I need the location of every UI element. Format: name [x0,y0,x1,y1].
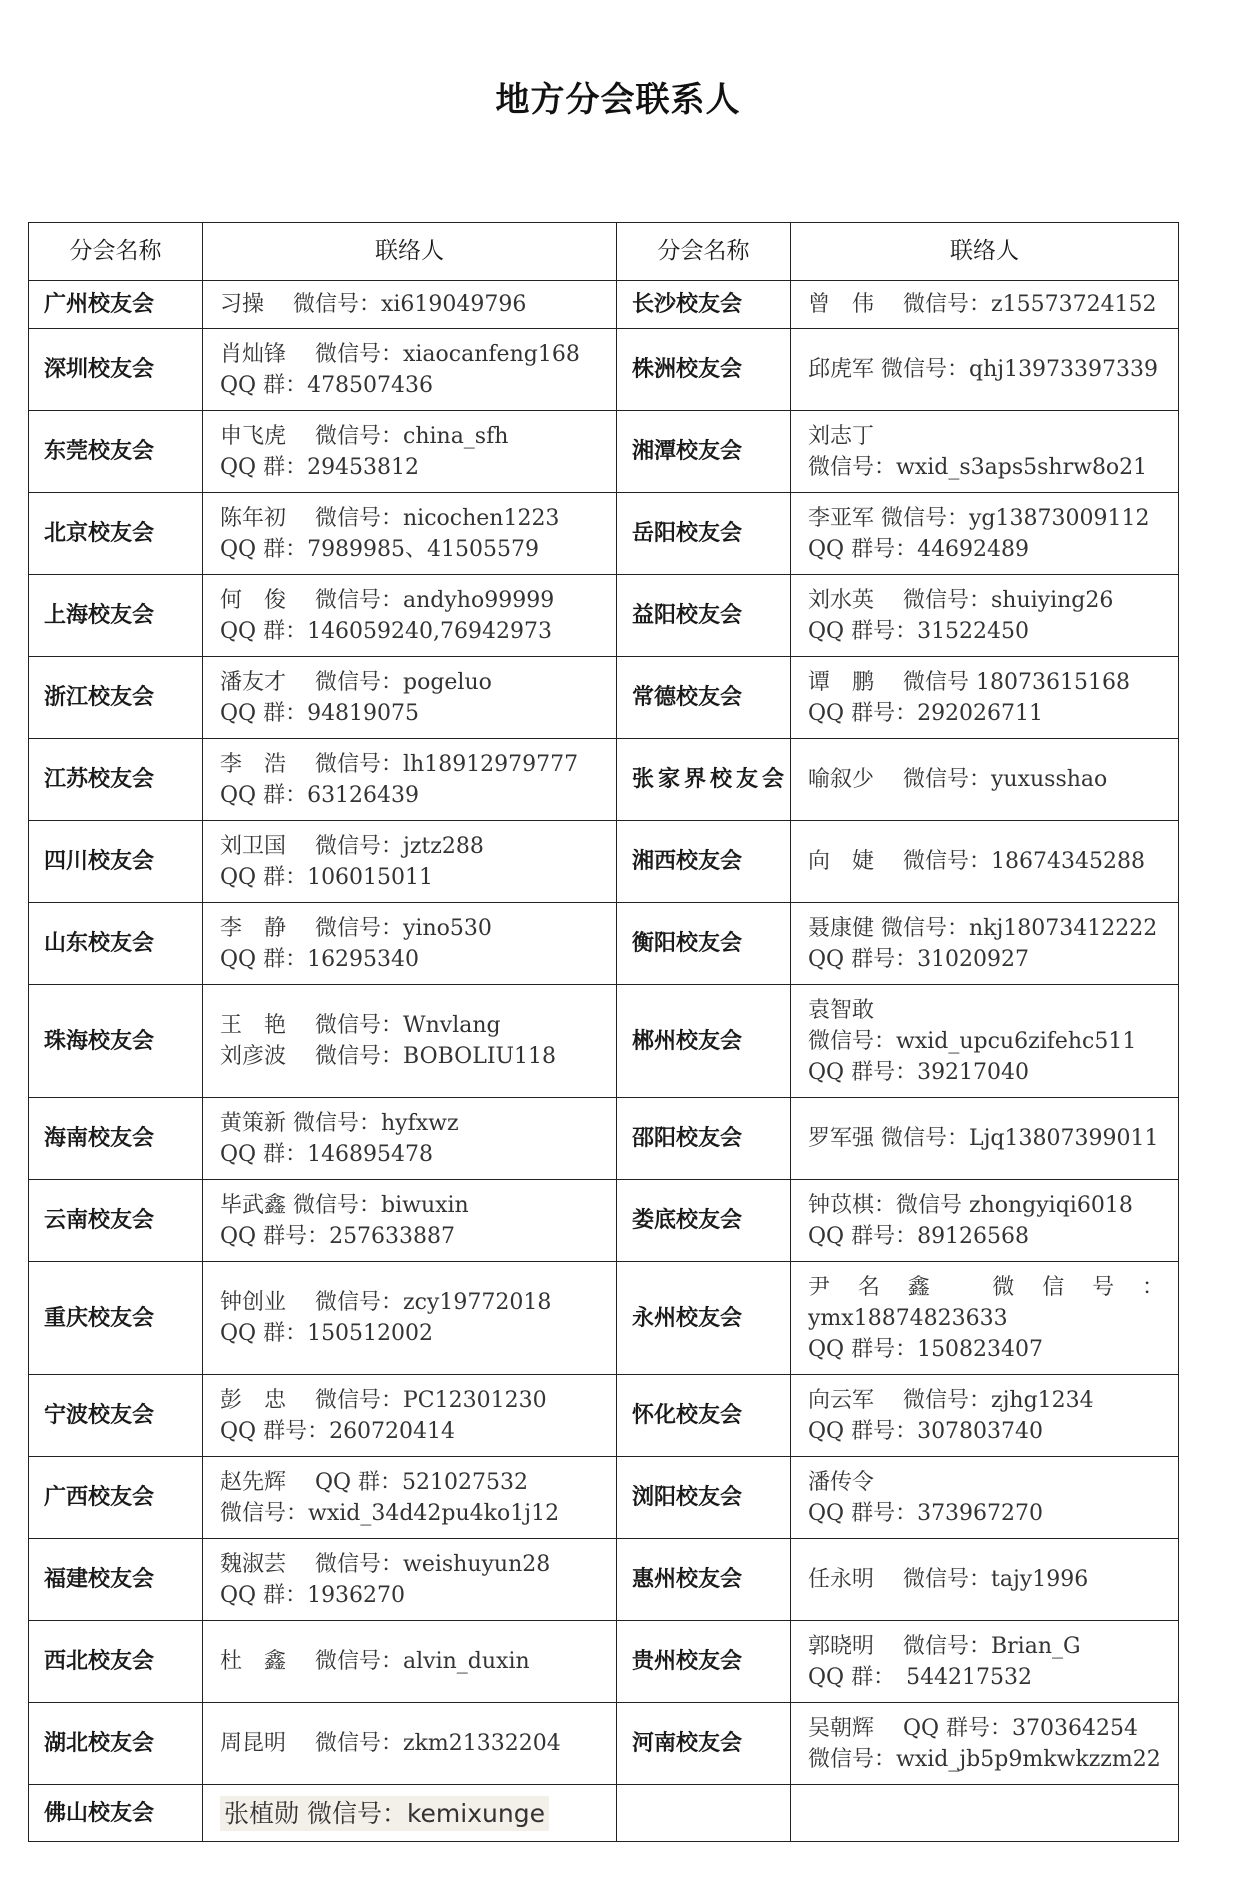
contact-right [791,903,1179,985]
contact-line: QQ 群号：31020927 [808,946,1030,972]
contact-line: 微信号：wxid_upcu6zifehc511 [808,1028,1137,1054]
contact-line: QQ 群号：39217040 [808,1059,1030,1085]
contact-left [203,1180,617,1262]
branch-name-left: 宁波校友会 [29,1375,203,1457]
contact-line: 向 婕 微信号：18674345288 [808,849,1145,874]
table-row [29,1098,1179,1180]
contact-right [791,329,1179,411]
contact-line: 郭晓明 微信号：Brian_G [808,1633,1081,1659]
contact-left [203,329,617,411]
contact-line: 李 浩 微信号：lh18912979777 [220,751,579,777]
contact-line: QQ 群号：373967270 [808,1500,1044,1526]
contact-line: 向云军 微信号：zjhg1234 [808,1387,1094,1413]
contact-line: QQ 群号：307803740 [808,1418,1044,1444]
branch-name-left: 珠海校友会 [29,985,203,1098]
table-row [29,329,1179,411]
table-row [29,1262,1179,1375]
contact-line: QQ 群号：257633887 [220,1223,456,1249]
contact-line: 王 艳 微信号：Wnvlang [220,1013,501,1038]
contact-left [203,1703,617,1785]
contact-line: 魏淑芸 微信号：weishuyun28 [220,1551,551,1577]
contact-line: 喻叙少 微信号：yuxusshao [808,767,1108,792]
branch-name-right [617,1785,791,1842]
branch-name-right: 贵州校友会 [617,1621,791,1703]
branch-name-right: 张家界校友会 [617,739,791,821]
branch-name-right: 郴州校友会 [617,985,791,1098]
table-row [29,493,1179,575]
branch-name-left: 重庆校友会 [29,1262,203,1375]
table-header-row [29,223,1179,281]
branch-name-right: 常德校友会 [617,657,791,739]
contact-right [791,821,1179,903]
contact-line: QQ 群号：44692489 [808,536,1030,562]
contact-right [791,657,1179,739]
contact-line: 肖灿锋 微信号：xiaocanfeng168 [220,341,580,367]
contact-left [203,739,617,821]
contact-line: QQ 群号：260720414 [220,1418,456,1444]
branch-name-right: 怀化校友会 [617,1375,791,1457]
contact-line: QQ 群： 544217532 [808,1664,1033,1690]
contact-right [791,739,1179,821]
contact-line: QQ 群：146059240,76942973 [220,618,553,644]
branch-name-left: 广州校友会 [29,281,203,329]
branch-name-right: 邵阳校友会 [617,1098,791,1180]
contact-left [203,1785,617,1842]
contact-line: 赵先辉 QQ 群：521027532 [220,1469,529,1495]
contact-line: 周昆明 微信号：zkm21332204 [220,1731,561,1756]
contact-line: 申飞虎 微信号：china_sfh [220,423,509,449]
contact-line: 袁智敢 [808,997,875,1023]
contact-right [791,493,1179,575]
contact-line: 张植勋 微信号：kemixunge [220,1796,549,1831]
contact-line: 尹 名 鑫 微 信 号 ： [808,1274,1164,1300]
contact-line: 彭 忠 微信号：PC12301230 [220,1387,547,1413]
contact-line: 微信号：wxid_34d42pu4ko1j12 [220,1500,560,1526]
table-row [29,1703,1179,1785]
contact-line: QQ 群：1936270 [220,1582,406,1608]
branch-name-right: 株洲校友会 [617,329,791,411]
contact-line: QQ 群：478507436 [220,372,434,398]
contact-line: QQ 群：7989985、41505579 [220,536,540,562]
contact-line: 刘水英 微信号：shuiying26 [808,587,1114,613]
contact-line: 何 俊 微信号：andyho99999 [220,587,555,613]
contact-line: QQ 群号：89126568 [808,1223,1030,1249]
table-row [29,281,1179,329]
contact-left [203,821,617,903]
contact-left [203,1098,617,1180]
table-row [29,903,1179,985]
contact-line: 邱虎军 微信号：qhj13973397339 [808,357,1159,382]
branch-name-left: 湖北校友会 [29,1703,203,1785]
contact-left [203,1539,617,1621]
contact-left [203,1262,617,1375]
branch-name-left: 西北校友会 [29,1621,203,1703]
branch-name-right: 衡阳校友会 [617,903,791,985]
branch-name-left: 江苏校友会 [29,739,203,821]
branch-name-left: 东莞校友会 [29,411,203,493]
contact-line: 吴朝辉 QQ 群号：370364254 [808,1715,1139,1741]
branch-name-left: 云南校友会 [29,1180,203,1262]
branch-name-left: 北京校友会 [29,493,203,575]
contact-line: 习操 微信号：xi619049796 [220,292,527,317]
contact-right [791,1180,1179,1262]
contact-line: QQ 群：63126439 [220,782,420,808]
contact-right [791,575,1179,657]
contact-left [203,575,617,657]
contact-line: 曾 伟 微信号：z15573724152 [808,292,1157,317]
contact-line: 杜 鑫 微信号：alvin_duxin [220,1649,530,1674]
contact-line: 微信号：wxid_jb5p9mkwkzzm22 [808,1746,1161,1772]
table-row [29,739,1179,821]
branch-name-right: 岳阳校友会 [617,493,791,575]
header-contact-left: 联络人 [203,223,617,281]
table-row [29,1375,1179,1457]
contact-line: 刘彦波 微信号：BOBOLIU118 [220,1044,557,1069]
header-branch-name-left: 分会名称 [29,223,203,281]
contact-line: 潘传令 [808,1469,875,1495]
table-row [29,1621,1179,1703]
table-row [29,1539,1179,1621]
branch-name-right: 湘潭校友会 [617,411,791,493]
branch-name-left: 福建校友会 [29,1539,203,1621]
contact-right [791,1375,1179,1457]
contact-line: 潘友才 微信号：pogeluo [220,669,492,695]
header-branch-name-right: 分会名称 [617,223,791,281]
contact-left [203,1621,617,1703]
branch-name-left: 山东校友会 [29,903,203,985]
branch-name-right: 河南校友会 [617,1703,791,1785]
branch-name-left: 广西校友会 [29,1457,203,1539]
contact-right [791,1621,1179,1703]
branch-name-left: 海南校友会 [29,1098,203,1180]
branch-name-left: 深圳校友会 [29,329,203,411]
contact-left [203,411,617,493]
contact-line: 聂康健 微信号：nkj18073412222 [808,915,1158,941]
contacts-table [28,222,1179,1842]
branch-name-left: 上海校友会 [29,575,203,657]
contact-left [203,985,617,1098]
contact-right [791,1098,1179,1180]
table-row [29,821,1179,903]
contact-line: QQ 群号：31522450 [808,618,1030,644]
contact-line: QQ 群：16295340 [220,946,420,972]
table-row [29,411,1179,493]
contact-right [791,1262,1179,1375]
contact-line: 刘志丁 [808,423,875,449]
contact-line: QQ 群：94819075 [220,700,420,726]
contact-left [203,1457,617,1539]
contact-right [791,281,1179,329]
branch-name-right: 娄底校友会 [617,1180,791,1262]
contact-line: QQ 群：150512002 [220,1321,434,1346]
table-row [29,1457,1179,1539]
contact-line: 毕武鑫 微信号：biwuxin [220,1192,469,1218]
branch-name-left: 浙江校友会 [29,657,203,739]
branch-name-right: 永州校友会 [617,1262,791,1375]
table-row [29,575,1179,657]
contact-line: QQ 群号：292026711 [808,700,1044,726]
branch-name-right: 长沙校友会 [617,281,791,329]
contact-right [791,1785,1179,1842]
branch-name-left: 四川校友会 [29,821,203,903]
table-row [29,1180,1179,1262]
contact-right [791,1457,1179,1539]
contact-right [791,1539,1179,1621]
contact-line: 李 静 微信号：yino530 [220,915,492,941]
table-row [29,1785,1179,1842]
contact-line: 微信号：wxid_s3aps5shrw8o21 [808,454,1148,480]
branch-name-left: 佛山校友会 [29,1785,203,1842]
contact-line: QQ 群：106015011 [220,864,434,890]
contact-left [203,281,617,329]
contact-right [791,411,1179,493]
branch-name-right: 湘西校友会 [617,821,791,903]
table-row [29,985,1179,1098]
contact-line: 钟创业 微信号：zcy19772018 [220,1290,552,1315]
contact-line: QQ 群：29453812 [220,454,420,480]
branch-name-right: 惠州校友会 [617,1539,791,1621]
contact-line: 陈年初 微信号：nicochen1223 [220,505,560,531]
contact-line: 李亚军 微信号：yg13873009112 [808,505,1150,531]
contact-line: 黄策新 微信号：hyfxwz [220,1110,459,1136]
contact-right [791,1703,1179,1785]
branch-name-right: 浏阳校友会 [617,1457,791,1539]
contact-line: 刘卫国 微信号：jztz288 [220,833,484,859]
contact-left [203,493,617,575]
contact-line: 任永明 微信号：tajy1996 [808,1567,1089,1592]
contact-right [791,985,1179,1098]
contact-left [203,1375,617,1457]
table-row [29,657,1179,739]
contact-line: 罗军强 微信号：Ljq13807399011 [808,1126,1159,1151]
contact-line: QQ 群号：150823407 [808,1336,1044,1362]
contact-left [203,903,617,985]
contact-line: ymx18874823633 [808,1305,1008,1331]
contact-line: QQ 群：146895478 [220,1141,434,1167]
contact-line: 钟苡棋：微信号 zhongyiqi6018 [808,1192,1133,1218]
page-title: 地方分会联系人 [495,80,741,120]
contact-line: 谭 鹏 微信号 18073615168 [808,669,1130,695]
header-contact-right: 联络人 [791,223,1179,281]
branch-name-right: 益阳校友会 [617,575,791,657]
contact-left [203,657,617,739]
